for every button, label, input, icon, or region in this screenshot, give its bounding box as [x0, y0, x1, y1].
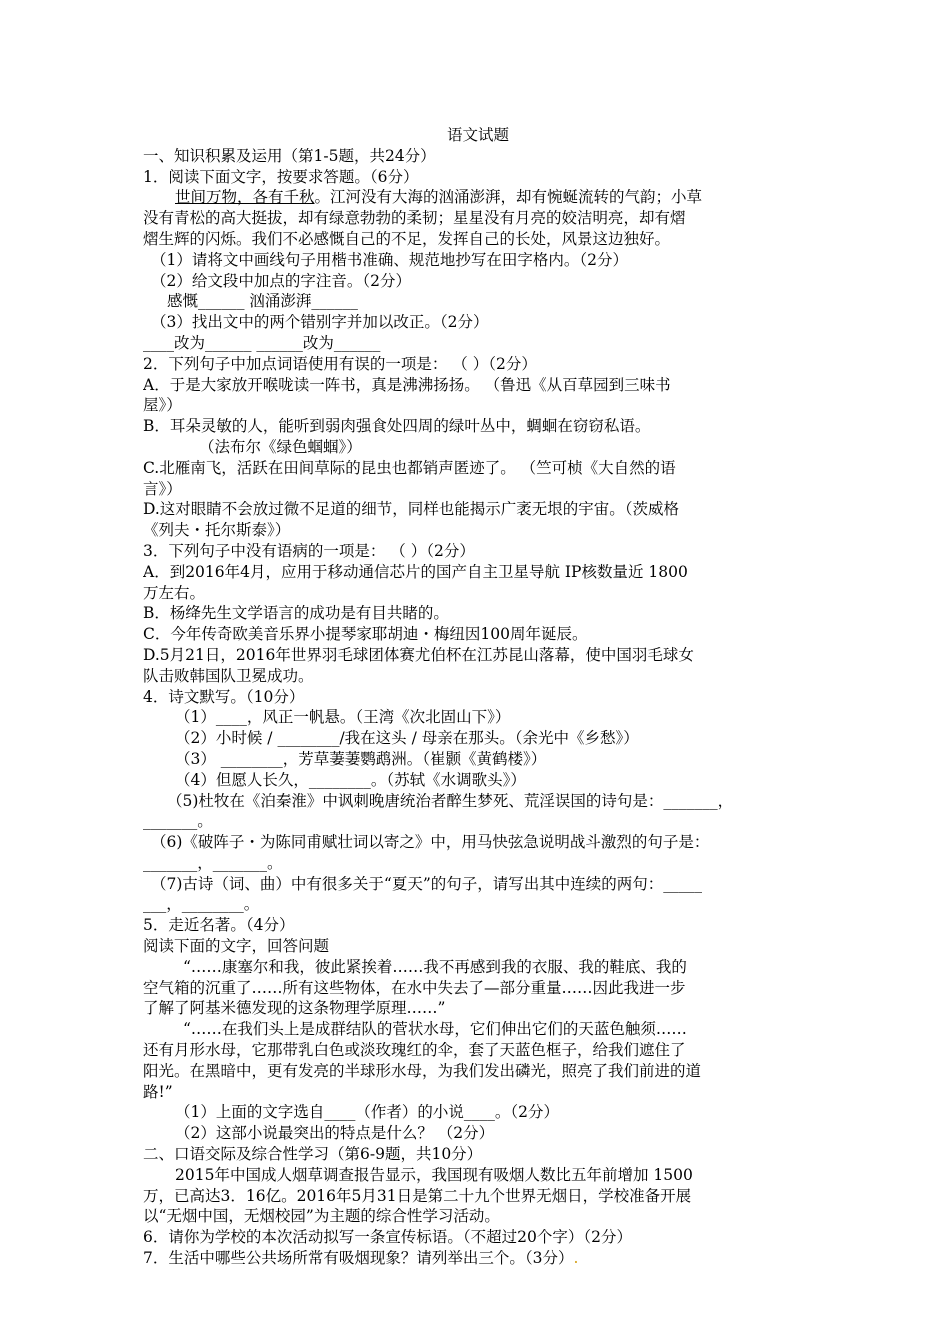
- text-line: （2）这部小说最突出的特点是什么？ （2分）: [175, 1124, 495, 1143]
- page-title: 语文试题: [446, 126, 509, 144]
- text-line: 屋》）: [143, 396, 182, 415]
- text-line: （5)杜牧在《泊秦淮》中讽刺晚唐统治者醉生梦死、荒淫误国的诗句是：_______，: [167, 791, 734, 810]
- text-line: 二、口语交际及综合性学习（第6-9题，共10分）: [143, 1145, 483, 1164]
- text-line: 空气箱的沉重了……所有这些物体，在水中失去了—部分重量……因此我进一步: [143, 978, 686, 997]
- text-line: 了解了阿基米德发现的这条物理学原理……”: [143, 999, 446, 1018]
- text-line: B．耳朵灵敏的人，能听到弱肉强食处四周的绿叶丛中，蜩蛔在窃窃私语。: [143, 417, 651, 436]
- text-line: （6)《破阵子・为陈同甫赋壮词以寄之》中，用马快弦急说明战斗激烈的句子是：: [151, 833, 710, 852]
- text-line: _______。: [143, 812, 213, 831]
- text-line: （3） ________，芳草萋萋鹦鹉洲。（崔颢《黄鹤楼》）: [175, 749, 547, 768]
- exam-document: [143, 125, 813, 1269]
- text-line: _______，_______。: [143, 853, 283, 872]
- trailing-dot: .: [573, 1249, 579, 1268]
- text-line: 以“无烟中国，无烟校园”为主题的综合性学习活动。: [143, 1207, 500, 1226]
- exam-body: [143, 146, 813, 1269]
- text-line: （3）找出文中的两个错别字并加以改正。（2分）: [151, 313, 489, 332]
- text-line: A．到2016年4月，应用于移动通信芯片的国产自主卫星导航 IP核数量近 1800: [143, 562, 688, 581]
- text-line: 7．生活中哪些公共场所常有吸烟现象？请列举出三个。（3分）.: [143, 1249, 579, 1268]
- text-line: A．于是大家放开喉咙读一阵书，真是沸沸扬扬。 （鲁迅《从百草园到三味书: [143, 375, 671, 394]
- text-line: B．杨绛先生文学语言的成功是有目共睹的。: [143, 604, 449, 623]
- text-line: 《列夫・托尔斯泰》）: [143, 521, 291, 540]
- text-line: （4）但愿人长久，________。（苏轼《水调歌头》）: [175, 770, 526, 789]
- text-line: 4．诗文默写。（10分）: [143, 687, 305, 706]
- text-line: 5．走近名著。（4分）: [143, 916, 295, 935]
- text-line: （2）给文段中加点的字注音。（2分）: [151, 271, 411, 290]
- text-line: ____改为______ ______改为______: [143, 333, 381, 352]
- text-line: 万左右。: [143, 583, 206, 602]
- text-line: 3．下列句子中没有语病的一项是： （ ）（2分）: [143, 541, 475, 560]
- text-line: 言》）: [143, 479, 182, 498]
- text-line: （1）____，风正一帆悬。（王湾《次北固山下》）: [175, 708, 511, 727]
- text-line: 熠生辉的闪烁。我们不必感慨自己的不足，发挥自己的长处，风景这边独好。: [143, 229, 671, 248]
- text-line: C.北雁南飞，活跃在田间草际的昆虫也都销声匿迹了。 （竺可桢《大自然的语: [143, 458, 676, 477]
- text-line: （1）上面的文字选自____（作者）的小说____。（2分）: [175, 1103, 559, 1122]
- text-line: 没有青松的高大挺拔，却有绿意勃勃的柔韧；星星没有月亮的姣洁明亮，却有熠: [143, 209, 686, 228]
- text-line: 2．下列句子中加点词语使用有误的一项是： （ ）（2分）: [143, 354, 537, 373]
- text-line: （2）小时候 / ________/我在这头 / 母亲在那头。（余光中《乡愁》）: [175, 729, 639, 748]
- text-line: 阳光。在黑暗中，更有发亮的半球形水母，为我们发出磷光，照亮了我们前进的道: [143, 1061, 702, 1080]
- text-line: “……在我们头上是成群结队的菅状水母，它们伸出它们的天蓝色触须……: [183, 1020, 687, 1039]
- text-line: ___，________。: [143, 895, 260, 914]
- text-line: 2015年中国成人烟草调查报告显示，我国现有吸烟人数比五年前增加 1500: [175, 1165, 693, 1184]
- text-line: 感慨______ 汹涌澎湃______: [167, 292, 358, 311]
- text-line: 6．请你为学校的本次活动拟写一条宣传标语。（不超过20个字）（2分）: [143, 1228, 632, 1247]
- text-line: （7)古诗（词、曲）中有很多关于“夏天”的句子，请写出其中连续的两句：_____: [151, 874, 703, 893]
- underlined-sentence: 世间万物，各有千秋: [175, 188, 315, 207]
- text-line: 阅读下面的文字，回答问题: [143, 937, 330, 956]
- text-line: 路!”: [143, 1082, 173, 1101]
- text-line: D.5月21日，2016年世界羽毛球团体赛尤伯杯在江苏昆山落幕，使中国羽毛球女: [143, 645, 694, 664]
- text-line: C．今年传奇欧美音乐界小提琴家耶胡迪・梅纽因100周年诞辰。: [143, 625, 588, 644]
- text-line: （1）请将文中画线句子用楷书准确、规范地抄写在田字格内。（2分）: [151, 250, 628, 269]
- text-line: “……康塞尔和我，彼此紧挨着……我不再感到我的衣服、我的鞋底、我的: [183, 957, 687, 976]
- text-line: （法布尔《绿色蝈蝈》）: [199, 437, 362, 456]
- text-line: 还有月形水母，它那带乳白色或淡玫瑰红的伞，套了天蓝色框子，给我们遮住了: [143, 1041, 686, 1060]
- text-line: 万，已高达3．16亿。2016年5月31日是第二十九个世界无烟日，学校准备开展: [143, 1186, 692, 1205]
- text-line: 一、知识积累及运用（第1-5题，共24分）: [143, 146, 436, 165]
- text-line: D.这对眼睛不会放过微不足道的细节，同样也能揭示广袤无垠的宇宙。（茨威格: [143, 500, 680, 519]
- text-line: 1．阅读下面文字，按要求答题。（6分）: [143, 167, 419, 186]
- text-line: 世间万物，各有千秋。江河没有大海的汹涌澎湃，却有惋蜒流转的气韵；小草: [175, 188, 703, 207]
- text-line: 队击败韩国队卫冕成功。: [143, 666, 314, 685]
